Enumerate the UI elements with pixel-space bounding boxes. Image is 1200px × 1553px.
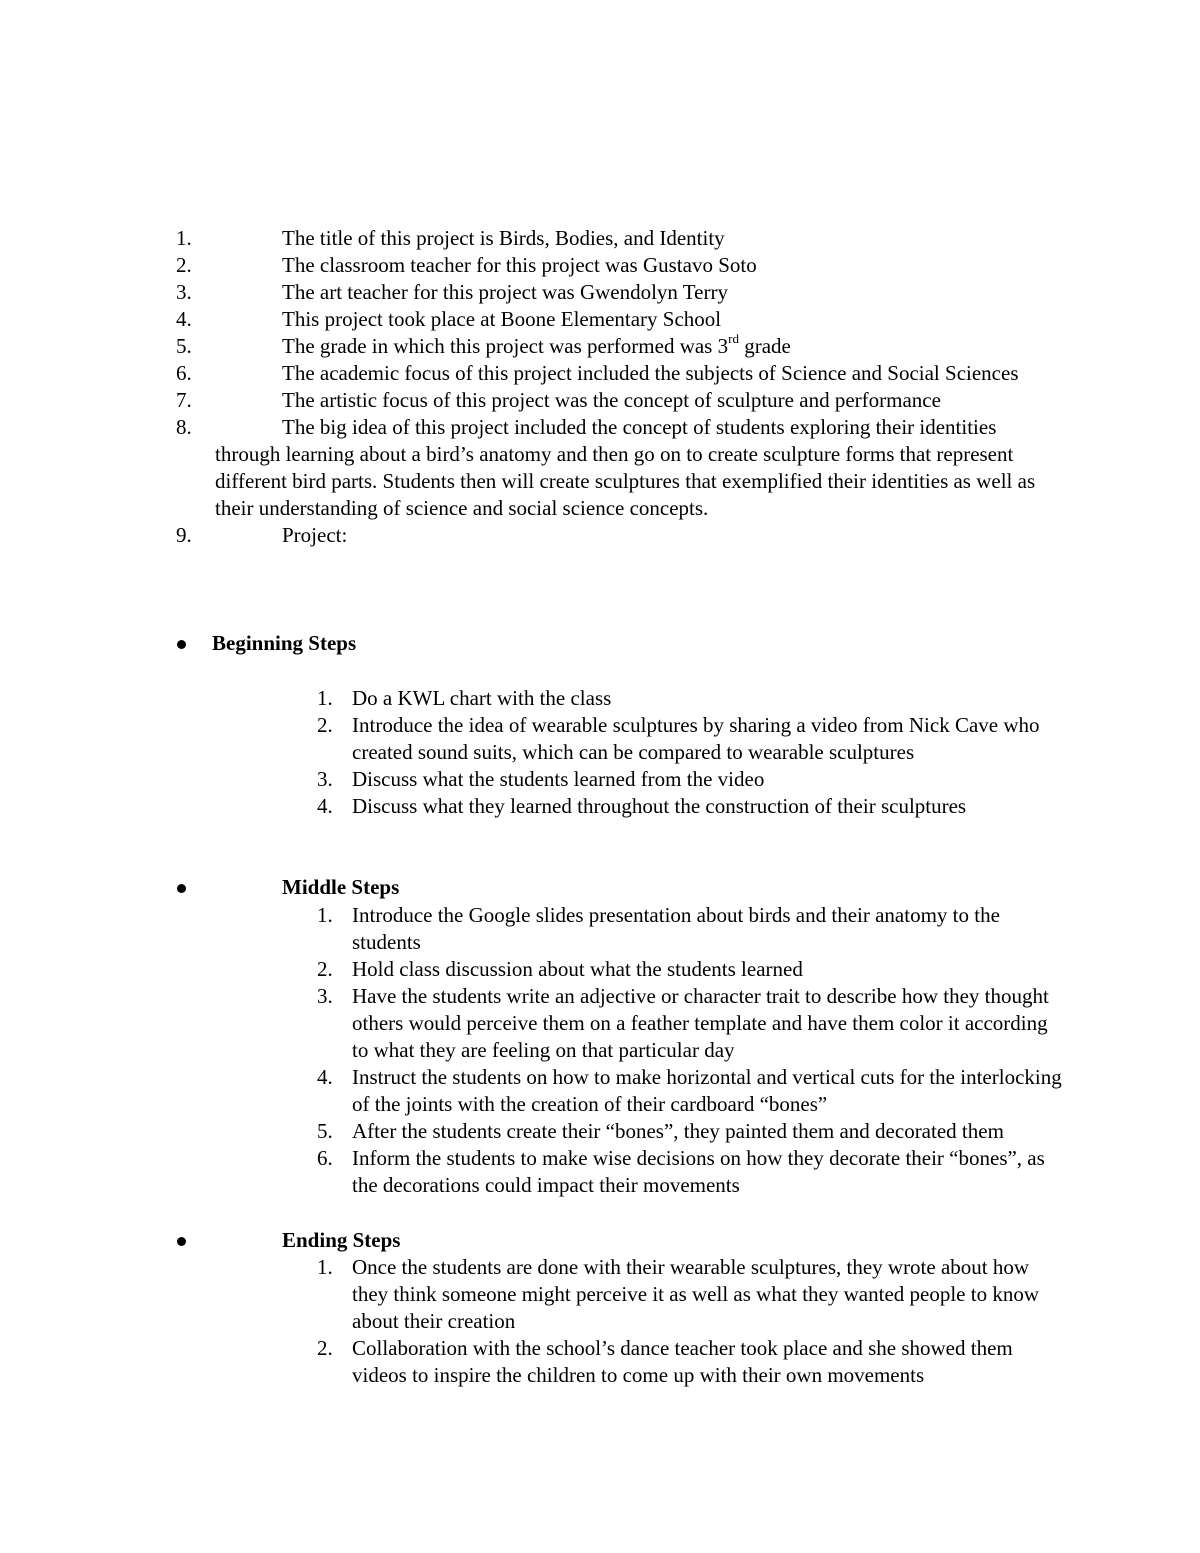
- list-text: Inform the students to make wise decisions on how they decorate their “bones”, as the decorations could impact their movements: [352, 1146, 1045, 1197]
- list-item: [0, 522, 1045, 549]
- list-text: The big idea of this project included the concept of students exploring their identities through learning about a bird’s anatomy and then go on to create sculpture forms that represent different bird parts. Students then will create sculptures that exemplified their identities as well as their understanding of science and social science concepts.: [215, 415, 1036, 520]
- list-number: 3.: [317, 767, 333, 791]
- list-text: Hold class discussion about what the students learned: [352, 957, 803, 981]
- list-item: [0, 252, 1045, 279]
- list-text: Have the students write an adjective or character trait to describe how they thought others would perceive them on a feather template and have them color it according to what they are feeling on that particular day: [352, 984, 1049, 1062]
- list-text: Project:: [282, 523, 348, 547]
- list-item: [0, 333, 1045, 360]
- list-item: [0, 414, 1045, 522]
- list-item: [0, 766, 1062, 793]
- list-item: [0, 1064, 1062, 1118]
- list-text: Once the students are done with their wearable sculptures, they wrote about how they think someone might perceive it as well as what they wanted people to know about their creation: [352, 1255, 1039, 1333]
- list-number: 2.: [176, 253, 192, 277]
- list-number: 1.: [317, 903, 333, 927]
- steps-list: [0, 902, 1200, 1199]
- bullet-icon: [177, 640, 186, 649]
- list-number: 2.: [317, 957, 333, 981]
- list-text: This project took place at Boone Elementary School: [282, 307, 722, 331]
- list-text: The title of this project is Birds, Bodies, and Identity: [282, 226, 725, 250]
- list-item: [0, 956, 1062, 983]
- list-text: Discuss what the students learned from the video: [352, 767, 765, 791]
- list-text: The art teacher for this project was Gwendolyn Terry: [282, 280, 728, 304]
- list-text: Introduce the idea of wearable sculptures by sharing a video from Nick Cave who created sound suits, which can be compared to wearable sculptures: [352, 713, 1040, 764]
- list-number: 1.: [317, 1255, 333, 1279]
- list-number: 4.: [317, 794, 333, 818]
- list-item: [0, 306, 1045, 333]
- list-number: 3.: [176, 280, 192, 304]
- list-item: [0, 1335, 1062, 1389]
- list-text: The classroom teacher for this project was Gustavo Soto: [282, 253, 757, 277]
- ordinal-suffix: rd: [728, 331, 739, 346]
- list-text: The academic focus of this project included the subjects of Science and Social Sciences: [282, 361, 1019, 385]
- list-item: [0, 360, 1045, 387]
- list-item: [0, 1118, 1062, 1145]
- list-item: [0, 902, 1062, 956]
- list-text: Introduce the Google slides presentation about birds and their anatomy to the students: [352, 903, 1000, 954]
- list-item: [0, 712, 1062, 766]
- list-number: 2.: [317, 1336, 333, 1360]
- list-number: 7.: [176, 388, 192, 412]
- bullet-icon: [177, 1237, 186, 1246]
- list-number: 3.: [317, 984, 333, 1008]
- list-number: 2.: [317, 713, 333, 737]
- list-number: 5.: [317, 1119, 333, 1143]
- project-info-list: [0, 225, 1200, 549]
- bullet-icon: [177, 884, 186, 893]
- list-number: 4.: [317, 1065, 333, 1089]
- list-number: 8.: [176, 415, 192, 439]
- steps-list: [0, 685, 1200, 820]
- list-text: The grade in which this project was performed was 3: [282, 334, 729, 358]
- list-item: [0, 225, 1045, 252]
- list-item: [0, 1254, 1062, 1335]
- list-text: Collaboration with the school’s dance teacher took place and she showed them videos to inspire the children to come up with their own movements: [352, 1336, 1013, 1387]
- section-heading: Middle Steps: [282, 875, 400, 899]
- list-number: 1.: [176, 226, 192, 250]
- list-number: 1.: [317, 686, 333, 710]
- list-text: Instruct the students on how to make horizontal and vertical cuts for the interlocking of the joints with the creation of their cardboard “bones”: [352, 1065, 1062, 1116]
- list-text: Discuss what they learned throughout the construction of their sculptures: [352, 794, 967, 818]
- list-text: The artistic focus of this project was the concept of sculpture and performance: [282, 388, 941, 412]
- list-number: 6.: [176, 361, 192, 385]
- list-text: After the students create their “bones”, they painted them and decorated them: [352, 1119, 1004, 1143]
- list-item: [0, 685, 1062, 712]
- list-number: 9.: [176, 523, 192, 547]
- list-number: 6.: [317, 1146, 333, 1170]
- list-item: [0, 983, 1062, 1064]
- section-heading: Beginning Steps: [212, 631, 357, 655]
- list-item: [0, 793, 1062, 820]
- section-heading: Ending Steps: [282, 1228, 401, 1252]
- list-item: [0, 1145, 1062, 1199]
- list-item: [0, 387, 1045, 414]
- list-number: 5.: [176, 334, 192, 358]
- list-text: Do a KWL chart with the class: [352, 686, 612, 710]
- list-item: [0, 279, 1045, 306]
- steps-list: [0, 1254, 1200, 1389]
- list-number: 4.: [176, 307, 192, 331]
- list-text-after: grade: [738, 334, 791, 358]
